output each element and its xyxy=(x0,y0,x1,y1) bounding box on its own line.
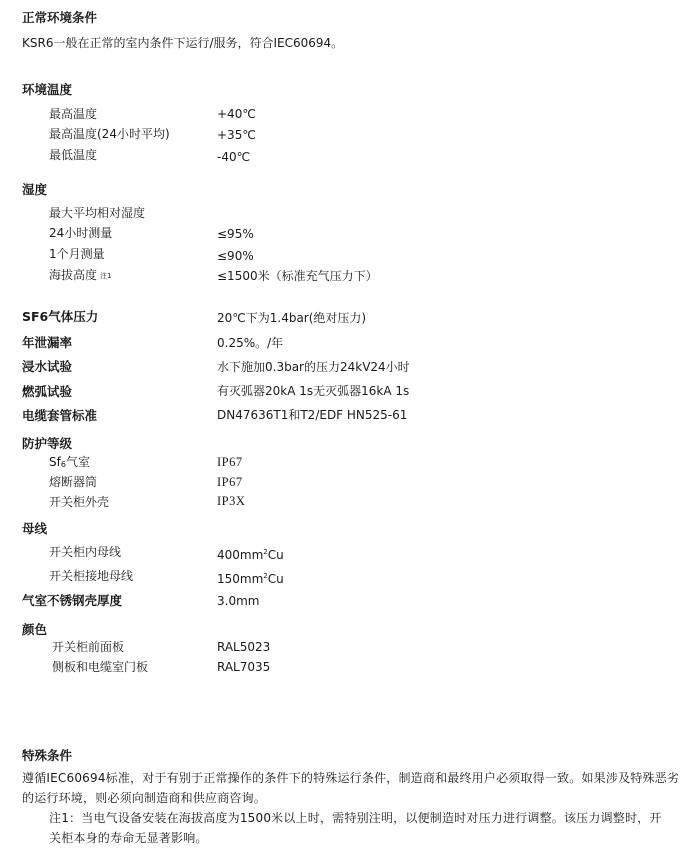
spec-leak-label: 年泄漏率 xyxy=(22,335,73,350)
altitude-note-mark: 注1 xyxy=(100,272,112,280)
humidity-month-value: ≤90% xyxy=(217,249,254,263)
color-front-label: 开关柜前面板 xyxy=(52,640,125,654)
protection-fuse-value: IP67 xyxy=(217,475,243,489)
color-side-label: 侧板和电缆室门板 xyxy=(52,660,149,674)
busbar-internal-label: 开关柜内母线 xyxy=(49,545,122,559)
spec-bushing-value: DN47636T1和T2/EDF HN525-61 xyxy=(217,408,408,422)
special-note: 注1：当电气设备安装在海拔高度为1500米以上时，需特别注明，以便制造时对压力进行调整。该压力调整时，开 关柜本身的寿命无显著影响。 xyxy=(49,811,686,845)
busbar-earth-value xyxy=(217,568,284,587)
busbar-heading: 母线 xyxy=(22,521,48,536)
sf6-subscript: 6 xyxy=(60,460,66,469)
temp-avg-label: 最高温度(24小时平均) xyxy=(49,127,170,141)
protection-fuse-label: 熔断器筒 xyxy=(49,475,98,489)
thickness-label: 气室不锈钢壳厚度 xyxy=(22,593,123,608)
normal-text: KSR6一般在正常的室内条件下运行/服务，符合IEC60694。 xyxy=(22,36,344,50)
color-side-value: RAL7035 xyxy=(217,660,271,674)
normal-heading: 正常环境条件 xyxy=(22,10,98,25)
humidity-24h-label: 24小时测量 xyxy=(49,226,113,240)
spec-immersion-value: 水下施加0.3bar的压力24kV24小时 xyxy=(217,360,410,374)
thickness-value: 3.0mm xyxy=(217,594,260,608)
color-heading: 颜色 xyxy=(22,622,48,637)
sf6-suffix: 气室 xyxy=(65,455,90,469)
humidity-sub: 最大平均相对湿度 xyxy=(49,206,146,220)
special-heading: 特殊条件 xyxy=(22,748,73,763)
spec-immersion-label: 浸水试验 xyxy=(22,359,73,374)
altitude-label: 海拔高度 xyxy=(49,268,98,282)
temp-min-label: 最低温度 xyxy=(49,148,98,162)
busbar-earth-num: 150mm xyxy=(217,572,264,586)
busbar-internal-num: 400mm xyxy=(217,548,264,562)
color-front-value: RAL5023 xyxy=(217,640,271,654)
altitude-value: ≤1500米（标准充气压力下） xyxy=(217,269,378,283)
protection-heading: 防护等级 xyxy=(22,436,73,451)
busbar-earth-sup: 2 xyxy=(263,572,268,580)
humidity-heading: 湿度 xyxy=(22,182,48,197)
temperature-heading: 环境温度 xyxy=(22,82,73,97)
temp-max-label: 最高温度 xyxy=(49,107,98,121)
sf6-prefix: Sf xyxy=(49,455,61,469)
protection-sf6-label xyxy=(49,454,90,473)
spec-arc-label: 燃弧试验 xyxy=(22,384,73,399)
temp-avg-value: +35℃ xyxy=(217,128,256,142)
protection-enclosure-value: IP3X xyxy=(217,494,246,508)
spec-leak-value: 0.25%。/年 xyxy=(217,336,284,350)
busbar-earth-label: 开关柜接地母线 xyxy=(49,569,134,583)
spec-sf6-value: 20℃下为1.4bar(绝对压力) xyxy=(217,311,367,325)
spec-bushing-label: 电缆套管标准 xyxy=(22,408,98,423)
special-text: 遵循IEC60694标准，对于有别于正常操作的条件下的特殊运行条件，制造商和最终用户必须取得一致。如果涉及特殊恶劣的运行环境，则必须向制造商和供应商咨询。 xyxy=(22,771,680,805)
protection-enclosure-label: 开关柜外壳 xyxy=(49,495,110,509)
temp-min-value: -40℃ xyxy=(217,150,251,164)
busbar-internal-sup: 2 xyxy=(263,548,268,556)
altitude-label-group xyxy=(49,267,111,284)
humidity-month-label: 1个月测量 xyxy=(49,247,105,261)
spec-sf6-label: SF6气体压力 xyxy=(22,309,99,324)
protection-sf6-value: IP67 xyxy=(217,455,243,469)
spec-arc-value: 有灭弧器20kA 1s无灭弧器16kA 1s xyxy=(217,384,410,398)
busbar-internal-unit: Cu xyxy=(267,548,284,562)
busbar-earth-unit: Cu xyxy=(267,572,284,586)
busbar-internal-value xyxy=(217,544,284,563)
humidity-24h-value: ≤95% xyxy=(217,227,254,241)
temp-max-value: +40℃ xyxy=(217,107,256,121)
